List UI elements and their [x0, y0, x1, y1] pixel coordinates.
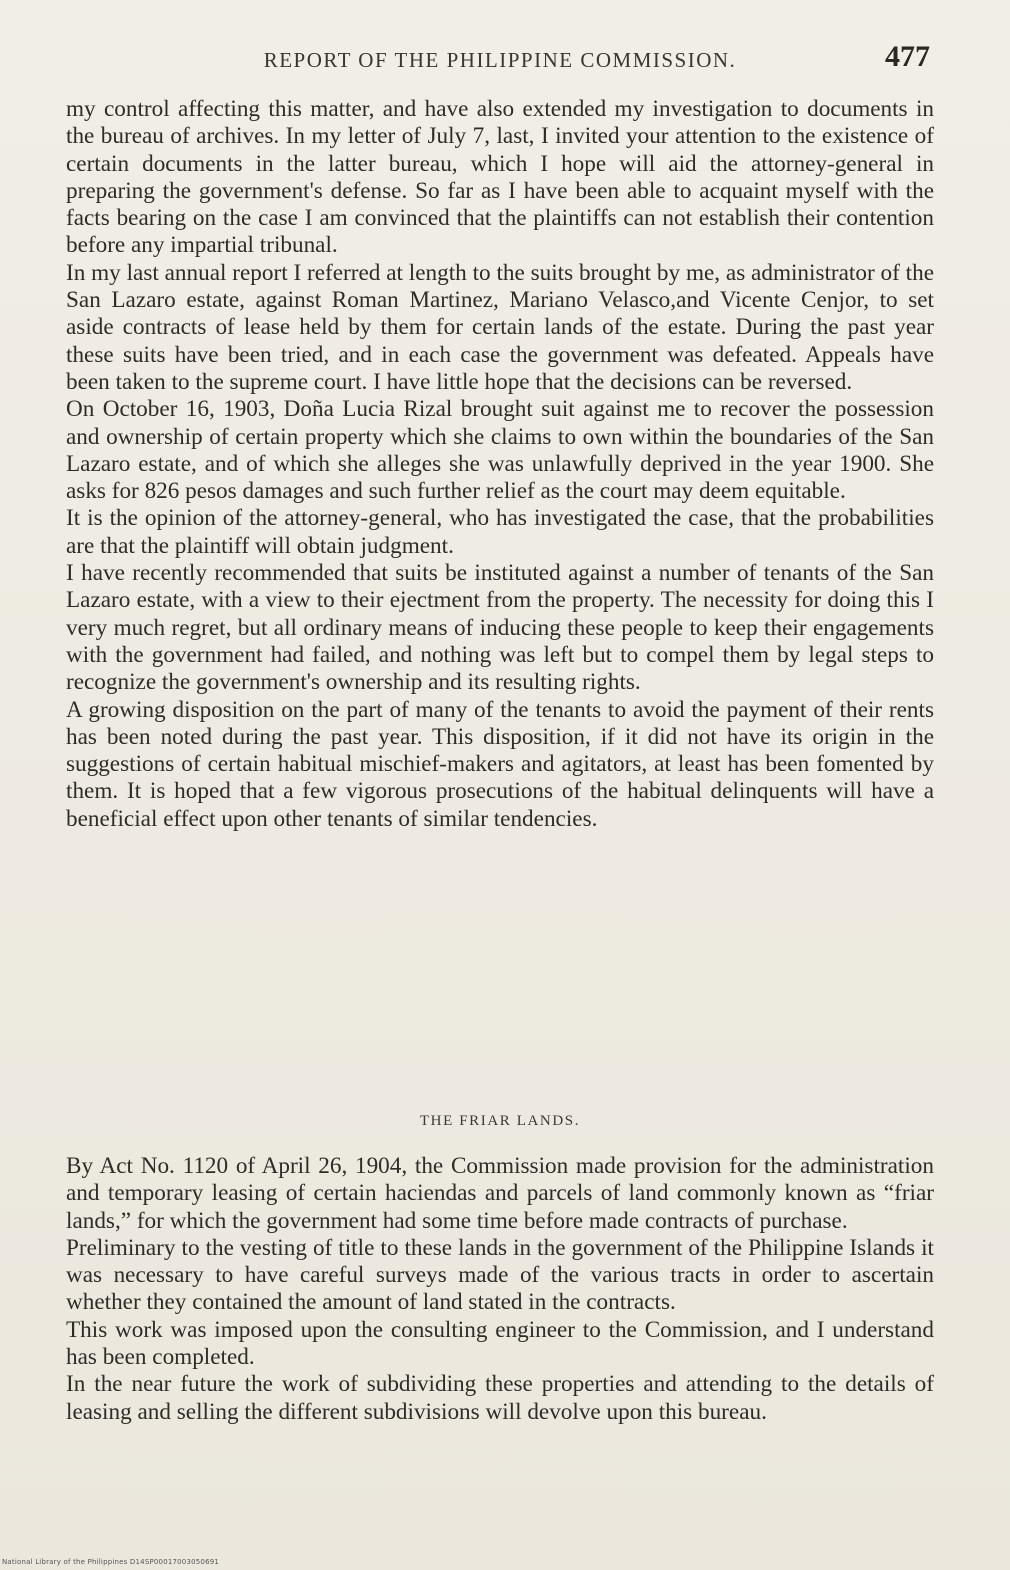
- archive-stamp: National Library of the Philippines D14SP00017003050691: [2, 1558, 220, 1566]
- paragraph: I have recently recommended that suits be instituted against a number of tenants of the San Lazaro estate, with a view to their ejectment from the property. The necessity for doing this I very much regret, but all ordinary means of inducing these people to keep their engagements with the government had failed, and nothing was left but to compel them by legal steps to recognize the government's ownership and its resulting rights.: [66, 560, 934, 696]
- paragraph: It is the opinion of the attorney-general, who has investigated the case, that the probabilities are that the plaintiff will obtain judgment.: [66, 505, 934, 559]
- paragraph: This work was imposed upon the consulting engineer to the Commission, and I understand has been completed.: [66, 1316, 934, 1371]
- body-text: [66, 96, 934, 833]
- paragraph: In the near future the work of subdividing these properties and attending to the details of leasing and selling the different subdivisions will devolve upon this bureau.: [66, 1371, 934, 1425]
- section-heading: THE FRIAR LANDS.: [419, 1113, 581, 1129]
- paragraph: A growing disposition on the part of many of the tenants to avoid the payment of their rents has been noted during the past year. This disposition, if it did not have its origin in the suggestions of certain habitual mischief-makers and agitators, at least has been fomented by them. It is hoped that a few vigorous prosecutions of the habitual delinquents will have a beneficial effect upon other tenants of similar tendencies.: [66, 696, 934, 832]
- paragraph: In my last annual report I referred at length to the suits brought by me, as administrator of the San Lazaro estate, against Roman Martinez, Mariano Velasco,and Vicente Cenjor, to set aside contracts of lease held by them for certain lands of the estate. During the past year these suits have been tried, and in each case the government was defeated. Appeals have been taken to the supreme court. I have little hope that the decisions can be reversed.: [66, 259, 934, 395]
- running-head: REPORT OF THE PHILIPPINE COMMISSION.: [263, 48, 737, 72]
- page-number: 477: [885, 40, 930, 73]
- page-header: [70, 40, 930, 90]
- paragraph: Preliminary to the vesting of title to these lands in the government of the Philippine Islands it was necessary to have careful surveys made of the various tracts in order to ascertain whether they contained the amount of land stated in the contracts.: [66, 1234, 934, 1316]
- paragraph: my control affecting this matter, and have also extended my investigation to documents in the bureau of archives. In my letter of July 7, last, I invited your attention to the existence of certain documents in the latter bureau, which I hope will aid the attorney-general in preparing the government's defense. So far as I have been able to acquaint myself with the facts bearing on the case I am convinced that the plaintiffs can not establish their contention before any impartial tribunal.: [66, 96, 934, 259]
- paragraph: On October 16, 1903, Doña Lucia Rizal brought suit against me to recover the possession and ownership of certain property which she claims to own within the boundaries of the San Lazaro estate, and of which she alleges she was unlawfully deprived in the year 1900. She asks for 826 pesos damages and such further relief as the court may deem equitable.: [66, 396, 934, 505]
- section-body-text: [66, 1153, 934, 1426]
- paragraph: By Act No. 1120 of April 26, 1904, the Commission made provision for the administration and temporary leasing of certain haciendas and parcels of land commonly known as “friar lands,” for which the government had some time before made contracts of purchase.: [66, 1153, 934, 1234]
